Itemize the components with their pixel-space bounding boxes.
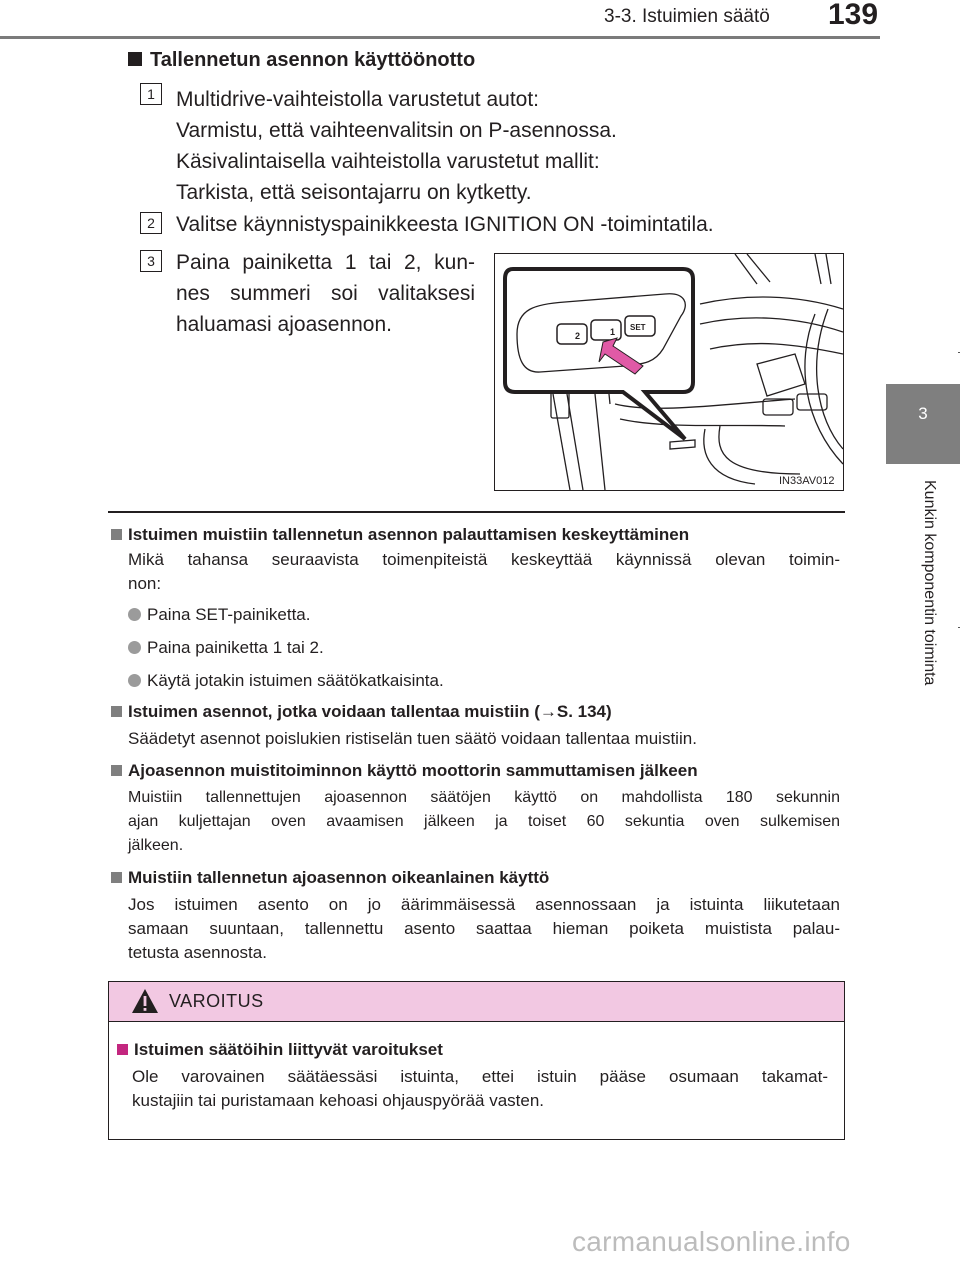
- note-3-title: Ajoasennon muistitoiminnon käyttö moottorin sammuttamisen jälkeen: [111, 759, 698, 783]
- note-1-title: Istuimen muistiin tallennetun asennon palauttamisen keskeyttäminen: [111, 523, 689, 547]
- note-square-marker: [111, 872, 122, 883]
- chapter-tab: [886, 384, 960, 464]
- note-2-title: Istuimen asennot, jotka voidaan tallentaa muistiin (→S. 134): [111, 700, 612, 724]
- step-2-text: Valitse käynnistyspainikkeesta IGNITION ON -toimintatila.: [176, 213, 714, 236]
- note-1-text: Mikä tahansa seuraavista toimenpiteistä keskeyttää käynnissä olevan toimin- non:: [128, 550, 840, 593]
- warning-header: [109, 982, 844, 1022]
- note-3-text: Muistiin tallennettujen ajoasennon säätöjen käyttö on mahdollista 180 sekunnin ajan kuljettajan oven avaamisen jälkeen ja toiset 60 sekuntia oven sulkemisen jälkeen.: [128, 789, 840, 854]
- seat-memory-illustration: [494, 253, 844, 491]
- step-number-2: 2: [140, 212, 162, 234]
- step-1-text: Multidrive-vaihteistolla varustetut autot: Varmistu, että vaihteenvalitsin on P-asennossa. Käsivalintaisella vaihteistolla varustetut mallit: Tarkista, että seisontajarru on kytketty.: [176, 88, 617, 204]
- note-1-bullet: Paina painiketta 1 tai 2.: [128, 636, 324, 660]
- page-number: 139: [828, 0, 879, 31]
- warning-triangle-icon: [131, 987, 159, 1015]
- note-2-text: Säädetyt asennot poislukien ristiselän tuen säätö voidaan tallentaa muistiin.: [128, 729, 697, 748]
- memory-button-2-label: 2: [575, 331, 581, 341]
- note-square-marker: [111, 529, 122, 540]
- bullet-icon: [128, 641, 141, 654]
- chapter-title-vertical: [918, 480, 942, 730]
- watermark: carmanualsonline.info: [572, 1226, 851, 1257]
- header-rule: [0, 36, 880, 39]
- chapter-title: Kunkin komponentin toiminta: [921, 480, 938, 686]
- bullet-icon: [128, 608, 141, 621]
- note-1-bullet: Paina SET-painiketta.: [128, 603, 310, 627]
- warning-subtitle: Istuimen säätöihin liittyvät varoitukset: [117, 1040, 443, 1060]
- bullet-icon: [128, 674, 141, 687]
- chapter-number: 3: [918, 404, 928, 423]
- memory-button-1-label: 1: [610, 327, 616, 337]
- step-number-3: 3: [140, 250, 162, 272]
- note-4-text: Jos istuimen asento on jo äärimmäisessä asennossaan ja istuinta liikutetaan samaan suuntaan, tallennettu asento saattaa hieman poiketa muistista palau- tetusta asennosta.: [128, 895, 840, 962]
- note-1-bullet: Käytä jotakin istuimen säätökatkaisinta.: [128, 669, 444, 693]
- warning-box: [108, 981, 845, 1140]
- note-square-marker: [111, 765, 122, 776]
- header-section-title: 3-3. Istuimien säätö: [604, 6, 770, 27]
- section-title: Tallennetun asennon käyttöönotto: [128, 49, 475, 72]
- set-button-label: SET: [630, 323, 646, 332]
- section-square-marker: [128, 52, 142, 66]
- step-3-text: Paina painiketta 1 tai 2, kun- nes summeri soi valitaksesi haluamasi ajoasennon.: [176, 251, 475, 336]
- warning-text: Ole varovainen säätäessäsi istuinta, ettei istuin pääse osumaan takamat- kustajiin tai puristamaan kehoasi ohjauspyörää vasten.: [132, 1067, 828, 1110]
- note-4-title: Muistiin tallennetun ajoasennon oikeanlainen käyttö: [111, 866, 549, 890]
- note-square-marker: [111, 706, 122, 717]
- door-panel-drawing: [495, 254, 843, 490]
- section-separator: [108, 511, 845, 513]
- warning-label: VAROITUS: [169, 991, 264, 1011]
- illustration-code: IN33AV012: [779, 475, 835, 487]
- warning-square-marker: [117, 1044, 128, 1055]
- step-number-1: 1: [140, 83, 162, 105]
